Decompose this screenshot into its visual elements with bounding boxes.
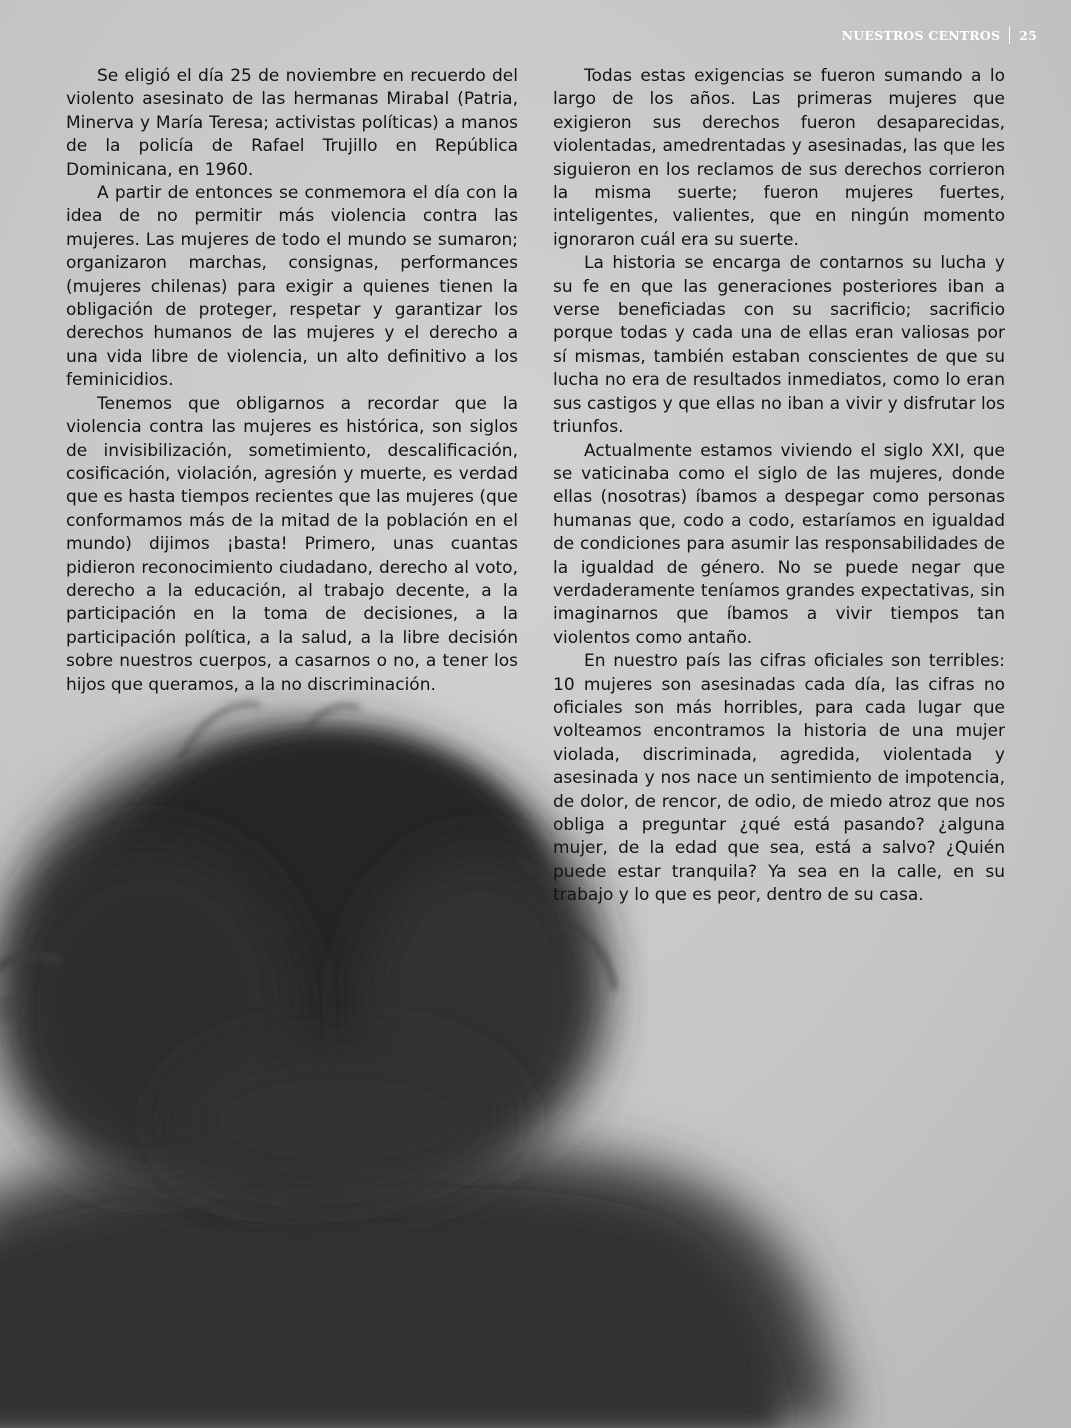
paragraph: Tenemos que obligarnos a recordar que la violencia contra las mujeres es histórica, son siglos de invisibilización, sometimiento, descalificación, cosificación, violación, agresión y muerte, es verdad que es hasta tiempos recientes que las mujeres (que conformamos más de la mitad de la población en el mundo) dijimos ¡basta! Primero, unas cuantas pidieron reconocimiento ciudadano, derecho al voto, derecho a la educación, al trabajo decente, a la participación en la toma de decisiones, a la participación política, a la salud, a la libre decisión sobre nuestros cuerpos, a casarnos o no, a tener los hijos que queramos, a la no discriminación. [66, 393, 518, 695]
paragraph: Se eligió el día 25 de noviembre en recuerdo del violento asesinato de las hermanas Mirabal (Patria, Minerva y María Teresa; activistas políticas) a manos de la policía de Rafael Trujillo en República Dominicana, en 1960. [66, 66, 518, 180]
page-header [842, 26, 1037, 44]
section-title: NUESTROS CENTROS [841, 27, 1001, 43]
paragraph: A partir de entonces se conmemora el día con la idea de no permitir más violencia contra las mujeres. Las mujeres de todo el mundo se sumaron; organizaron marchas, consignas, performances (mujeres chilenas) para exigir a quienes tienen la obligación de proteger, respetar y garantizar los derechos humanos de las mujeres y el derecho a una vida libre de violencia, un alto definitivo a los feminicidios. [66, 183, 518, 391]
paragraph: Todas estas exigencias se fueron sumando a lo largo de los años. Las primeras mujeres que exigieron sus derechos fueron desaparecidas, violentadas, amedrentadas y asesinadas, las que les siguieron en los reclamos de sus derechos corrieron la misma suerte; fueron mujeres fuertes, inteligentes, valientes, que en ningún momento ignoraron cuál era su suerte. [553, 66, 1005, 250]
paragraph: En nuestro país las cifras oficiales son terribles: 10 mujeres son asesinadas cada día, las cifras no oficiales son más horribles, para cada lugar que volteamos encontramos la historia de una mujer violada, discriminada, agredida, violentada y asesinada y nos nace un sentimiento de impotencia, de dolor, de rencor, de odio, de miedo atroz que nos obliga a preguntar ¿qué está pasando? ¿alguna mujer, de la edad que sea, está a salvo? ¿Quién puede estar tranquila? Ya sea en la calle, en su trabajo y lo que es peor, dentro de su casa. [553, 651, 1005, 906]
header-divider [1009, 26, 1010, 44]
page-number: 25 [1019, 27, 1037, 43]
paragraph: Actualmente estamos viviendo el siglo XXI, que se vaticinaba como el siglo de las mujeres, donde ellas (nosotras) íbamos a despegar como personas humanas que, codo a codo, estaríamos en igualdad de condiciones para asumir las responsabilidades de la igualdad de género. No se puede negar que verdaderamente teníamos grandes expectativas, sin imaginarnos que íbamos a vivir tiempos tan violentos como antaño. [553, 440, 1005, 648]
right-column [553, 65, 1005, 908]
left-column [66, 65, 518, 697]
paragraph: La historia se encarga de contarnos su lucha y su fe en que las generaciones posteriores iban a verse beneficiadas con su sacrificio; sacrificio porque todas y cada una de ellas eran valiosas por sí mismas, también estaban conscientes de que su lucha no era de resultados inmediatos, como lo eran sus castigos y que ellas no iban a vivir y disfrutar los triunfos. [553, 253, 1005, 438]
